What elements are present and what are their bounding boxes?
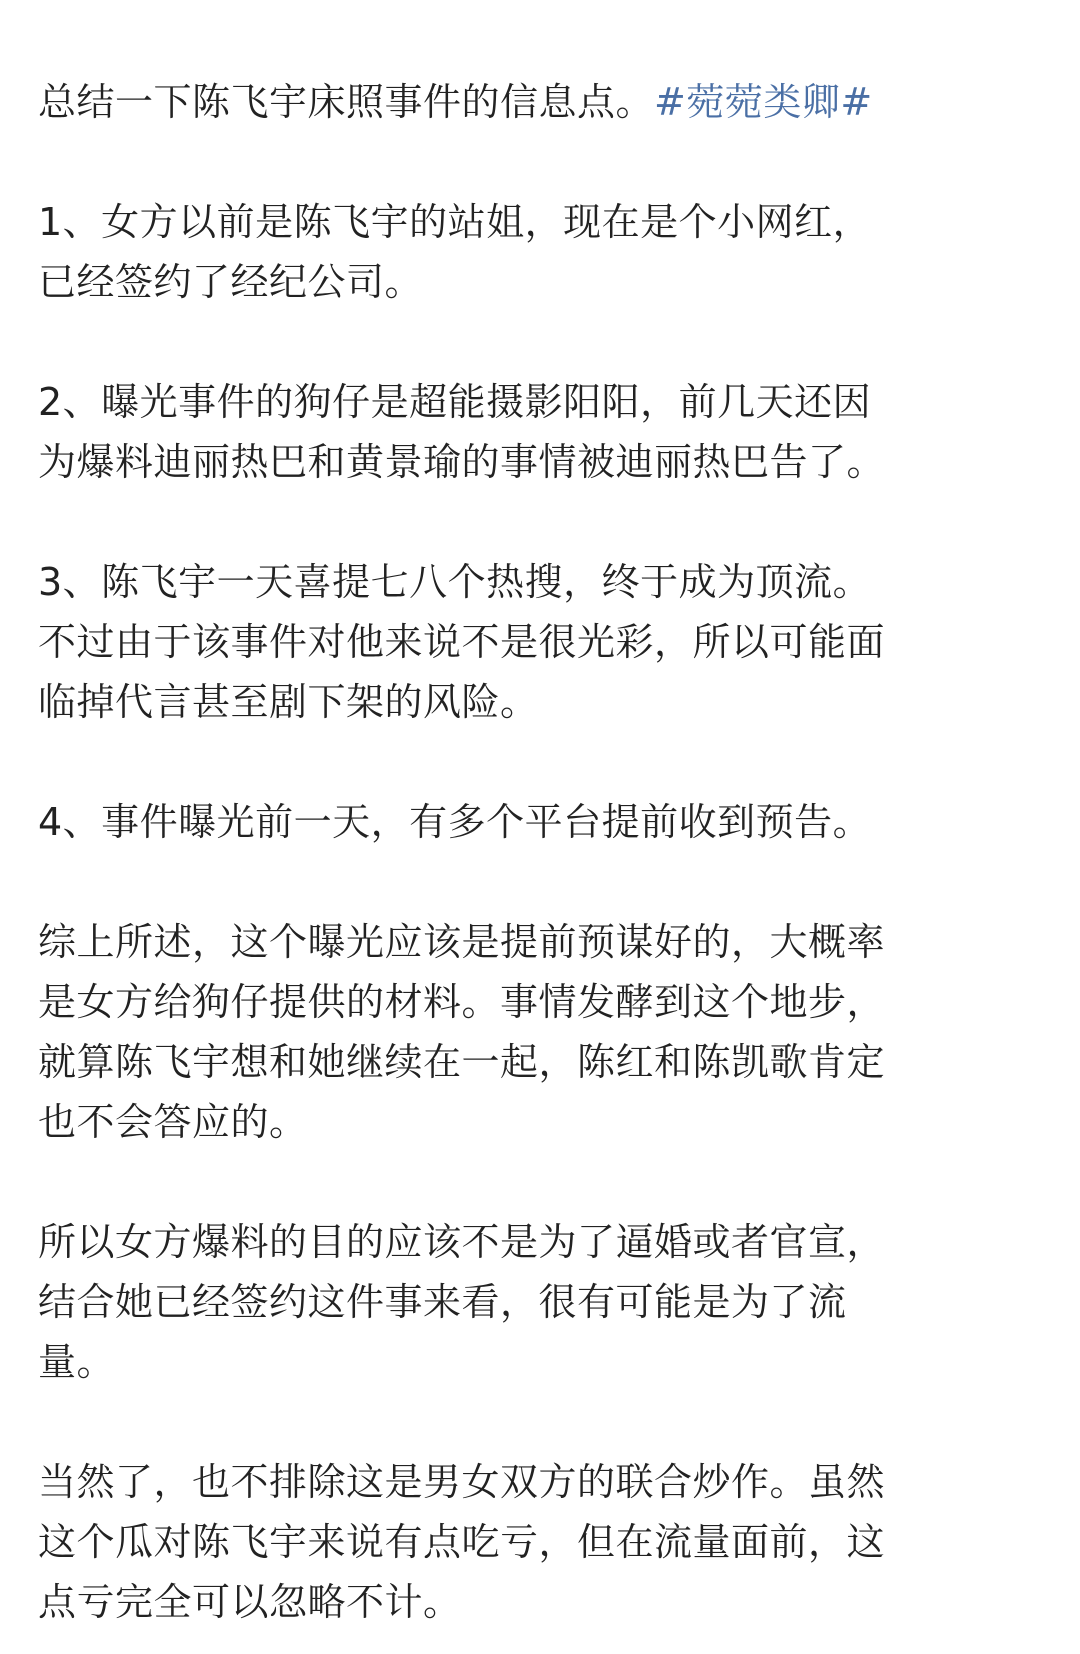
point-3: 3、陈飞宇一天喜提七八个热搜，终于成为顶流。 不过由于该事件对他来说不是很光彩，所以可能面 临掉代言甚至剧下架的风险。: [38, 560, 886, 724]
purpose-paragraph: 所以女方爆料的目的应该不是为了逼婚或者官宣， 结合她已经签约这件事来看，很有可能是为了流 量。: [38, 1220, 886, 1384]
point-2: 2、曝光事件的狗仔是超能摄影阳阳，前几天还因 为爆料迪丽热巴和黄景瑜的事情被迪丽热巴告了。: [38, 380, 886, 484]
point-1: 1、女方以前是陈飞宇的站姐，现在是个小网红， 已经签约了经纪公司。: [38, 200, 872, 304]
post-intro: [38, 12, 1040, 132]
point-4: 4、事件曝光前一天，有多个平台提前收到预告。: [38, 800, 872, 844]
intro-text: 总结一下陈飞宇床照事件的信息点。: [38, 80, 655, 124]
hashtag-link[interactable]: #菀菀类卿#: [654, 80, 873, 124]
summary-paragraph: 综上所述，这个曝光应该是提前预谋好的，大概率 是女方给狗仔提供的材料。事情发酵到这个地步， 就算陈飞宇想和她继续在一起，陈红和陈凯歌肯定 也不会答应的。: [38, 920, 886, 1144]
conclusion-paragraph: 当然了，也不排除这是男女双方的联合炒作。虽然 这个瓜对陈飞宇来说有点吃亏，但在流量面前，这 点亏完全可以忽略不计。: [38, 1460, 886, 1624]
